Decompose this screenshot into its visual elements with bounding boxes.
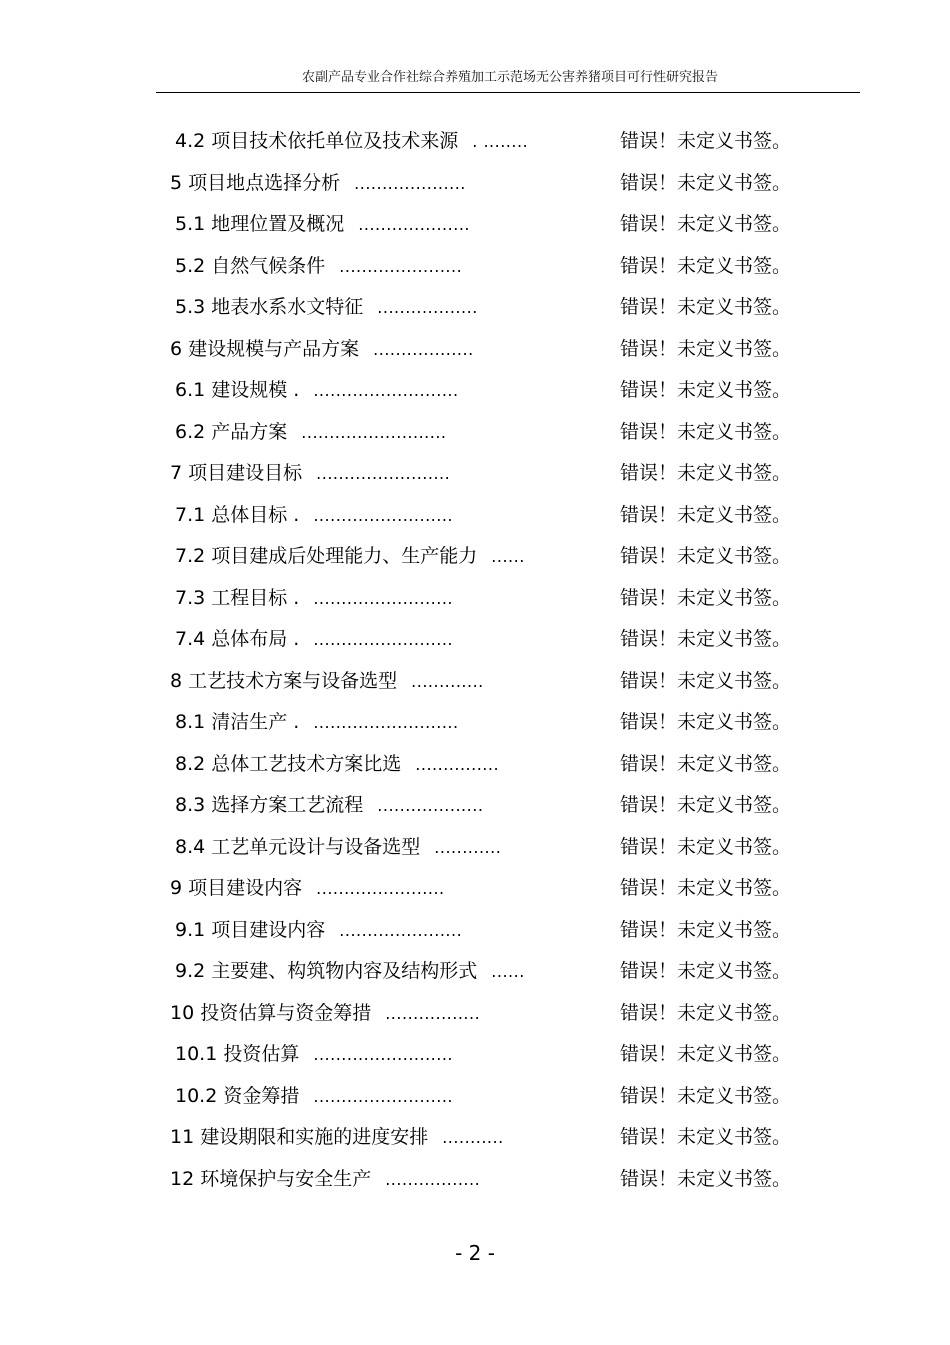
toc-entry-title — [170, 868, 445, 910]
toc-page-reference: 错误！未定义书签。 — [620, 669, 792, 692]
toc-entry-title — [175, 1034, 453, 1076]
toc-entry-text: 7.1 总体目标 . — [175, 503, 300, 526]
toc-entry-text: 4.2 项目技术依托单位及技术来源 — [175, 130, 459, 152]
toc-entry[interactable] — [0, 495, 950, 537]
toc-entry-text: 5.2 自然气候条件 — [175, 254, 326, 277]
toc-entry-title — [175, 785, 483, 827]
toc-entry[interactable] — [0, 536, 950, 578]
toc-entry[interactable] — [0, 744, 950, 786]
toc-leader-dots: ......................... — [313, 588, 453, 608]
toc-page-reference: 错误！未定义书签。 — [620, 877, 792, 899]
toc-entry-text: 11 建设期限和实施的进度安排 — [170, 1126, 429, 1148]
toc-entry[interactable] — [0, 827, 950, 869]
toc-entry-title — [175, 578, 453, 620]
toc-leader-dots: ....................... — [316, 879, 445, 898]
toc-page-reference: 错误！未定义书签。 — [620, 254, 792, 277]
toc-entry[interactable] — [0, 702, 950, 744]
toc-entry-text: 6.2 产品方案 — [175, 420, 288, 443]
toc-page-reference: 错误！未定义书签。 — [620, 1084, 792, 1107]
toc-page-reference: 错误！未定义书签。 — [620, 420, 792, 443]
toc-entry-title — [175, 536, 525, 578]
toc-entry-text: 9.2 主要建、构筑物内容及结构形式 — [175, 960, 478, 982]
toc-entry-text: 7 项目建设目标 — [170, 462, 303, 484]
toc-entry-title — [170, 329, 474, 371]
toc-entry[interactable] — [0, 453, 950, 495]
toc-page-reference: 错误！未定义书签。 — [620, 462, 792, 484]
toc-entry[interactable] — [0, 661, 950, 703]
toc-entry-text: 5.1 地理位置及概况 — [175, 213, 345, 235]
toc-page-reference: 错误！未定义书签。 — [620, 918, 792, 941]
toc-entry[interactable] — [0, 868, 950, 910]
toc-entry[interactable] — [0, 329, 950, 371]
toc-page-reference: 错误！未定义书签。 — [620, 296, 792, 318]
toc-page-reference: 错误！未定义书签。 — [620, 960, 792, 982]
toc-entry[interactable] — [0, 1159, 950, 1201]
toc-entry-title — [175, 910, 462, 952]
toc-entry-text: 8 工艺技术方案与设备选型 — [170, 669, 398, 692]
toc-page-reference: 错误！未定义书签。 — [620, 130, 792, 152]
toc-entry-text: 12 环境保护与安全生产 — [170, 1167, 372, 1190]
toc-entry[interactable] — [0, 785, 950, 827]
toc-page-reference: 错误！未定义书签。 — [620, 1126, 792, 1148]
toc-page-reference: 错误！未定义书签。 — [620, 586, 792, 609]
toc-entry-text: 5 项目地点选择分析 — [170, 171, 341, 194]
toc-entry-title — [175, 287, 478, 329]
toc-entry-title — [175, 619, 453, 661]
toc-page-reference: 错误！未定义书签。 — [620, 628, 792, 650]
toc-entry-text: 8.1 清洁生产 . — [175, 711, 300, 733]
toc-entry[interactable] — [0, 246, 950, 288]
toc-leader-dots: .................... — [358, 215, 470, 234]
toc-entry[interactable] — [0, 578, 950, 620]
toc-leader-dots: ............. — [411, 671, 484, 691]
toc-leader-dots: ................. — [385, 1003, 481, 1023]
toc-leader-dots: .......................... — [313, 381, 459, 400]
toc-entry-text: 7.2 项目建成后处理能力、生产能力 — [175, 545, 478, 567]
header-rule — [156, 92, 860, 93]
page-number: - 2 - — [455, 1241, 495, 1265]
toc-leader-dots: ......................... — [313, 1045, 454, 1064]
toc-leader-dots: ................. — [385, 1169, 481, 1189]
toc-entry[interactable] — [0, 910, 950, 952]
toc-leader-dots: ......................... — [313, 630, 453, 649]
toc-leader-dots: ...................... — [339, 920, 463, 940]
toc-page-reference: 错误！未定义书签。 — [620, 503, 792, 526]
toc-leader-dots: ........... — [442, 1128, 504, 1147]
toc-entry[interactable] — [0, 619, 950, 661]
toc-entry[interactable] — [0, 204, 950, 246]
toc-entry-title — [175, 744, 499, 786]
toc-page-reference: 错误！未定义书签。 — [620, 545, 792, 567]
toc-entry-title — [175, 246, 462, 288]
toc-entry-text: 8.3 选择方案工艺流程 — [175, 794, 364, 816]
toc-entry[interactable] — [0, 163, 950, 205]
toc-entry-text: 7.4 总体布局 . — [175, 628, 300, 650]
toc-entry-title — [175, 495, 453, 537]
toc-entry[interactable] — [0, 121, 950, 163]
toc-entry[interactable] — [0, 1076, 950, 1118]
toc-entry-title — [175, 370, 459, 412]
toc-entry-text: 6 建设规模与产品方案 — [170, 337, 360, 360]
toc-entry-title — [170, 1117, 504, 1159]
toc-page-reference: 错误！未定义书签。 — [620, 213, 792, 235]
toc-leader-dots: ...... — [491, 962, 525, 981]
toc-entry-title — [175, 702, 459, 744]
toc-page-reference: 错误！未定义书签。 — [620, 1167, 792, 1190]
toc-entry-text: 9 项目建设内容 — [170, 877, 303, 899]
toc-entry-title — [175, 412, 447, 454]
toc-page-reference: 错误！未定义书签。 — [620, 711, 792, 733]
toc-leader-dots: ................... — [377, 796, 484, 815]
toc-entry-title — [170, 1159, 480, 1201]
toc-leader-dots: ........................ — [316, 464, 451, 483]
toc-entry-title — [170, 993, 480, 1035]
toc-leader-dots: .......................... — [313, 713, 459, 732]
toc-leader-dots: ...................... — [339, 256, 463, 276]
toc-entry-text: 8.2 总体工艺技术方案比选 — [175, 752, 402, 775]
toc-entry-title — [175, 951, 525, 993]
toc-entry-title — [170, 163, 466, 205]
toc-entry-text: 10.2 资金筹措 — [175, 1084, 300, 1107]
toc-entry-title — [175, 121, 528, 163]
toc-page-reference: 错误！未定义书签。 — [620, 171, 792, 194]
toc-leader-dots: ......................... — [313, 505, 453, 525]
toc-entry[interactable] — [0, 1034, 950, 1076]
toc-leader-dots: ............... — [415, 754, 500, 774]
toc-entry[interactable] — [0, 951, 950, 993]
toc-entry-text: 9.1 项目建设内容 — [175, 918, 326, 941]
toc-page-reference: 错误！未定义书签。 — [620, 835, 792, 858]
toc-leader-dots: ......................... — [313, 1086, 454, 1106]
toc-entry-title — [175, 827, 501, 869]
toc-leader-dots: .......................... — [301, 422, 447, 442]
table-of-contents — [0, 121, 950, 1200]
toc-entry-title — [170, 661, 484, 703]
toc-entry-title — [170, 453, 450, 495]
toc-entry[interactable] — [0, 370, 950, 412]
toc-page-reference: 错误！未定义书签。 — [620, 752, 792, 775]
toc-entry-text: 10 投资估算与资金筹措 — [170, 1001, 372, 1024]
toc-page-reference: 错误！未定义书签。 — [620, 1001, 792, 1024]
toc-entry-text: 5.3 地表水系水文特征 — [175, 296, 364, 318]
toc-entry-title — [175, 204, 470, 246]
toc-leader-dots: .................... — [354, 173, 466, 193]
toc-leader-dots: .................. — [373, 339, 474, 359]
toc-page-reference: 错误！未定义书签。 — [620, 1043, 792, 1065]
toc-entry-text: 7.3 工程目标 . — [175, 586, 300, 609]
toc-entry[interactable] — [0, 287, 950, 329]
toc-entry-text: 10.1 投资估算 — [175, 1043, 300, 1065]
toc-page-reference: 错误！未定义书签。 — [620, 337, 792, 360]
toc-page-reference: 错误！未定义书签。 — [620, 379, 792, 401]
toc-entry-text: 8.4 工艺单元设计与设备选型 — [175, 835, 421, 858]
toc-leader-dots: ...... — [491, 547, 525, 566]
toc-entry[interactable] — [0, 993, 950, 1035]
toc-leader-dots: ............ — [434, 837, 502, 857]
toc-entry-title — [175, 1076, 453, 1118]
toc-entry-text: 6.1 建设规模 . — [175, 379, 300, 401]
toc-entry[interactable] — [0, 412, 950, 454]
running-header: 农副产品专业合作社综合养殖加工示范场无公害养猪项目可行性研究报告 — [301, 70, 718, 85]
toc-entry[interactable] — [0, 1117, 950, 1159]
toc-leader-dots: .................. — [377, 298, 478, 317]
toc-page-reference: 错误！未定义书签。 — [620, 794, 792, 816]
toc-leader-dots: . ........ — [472, 132, 529, 151]
